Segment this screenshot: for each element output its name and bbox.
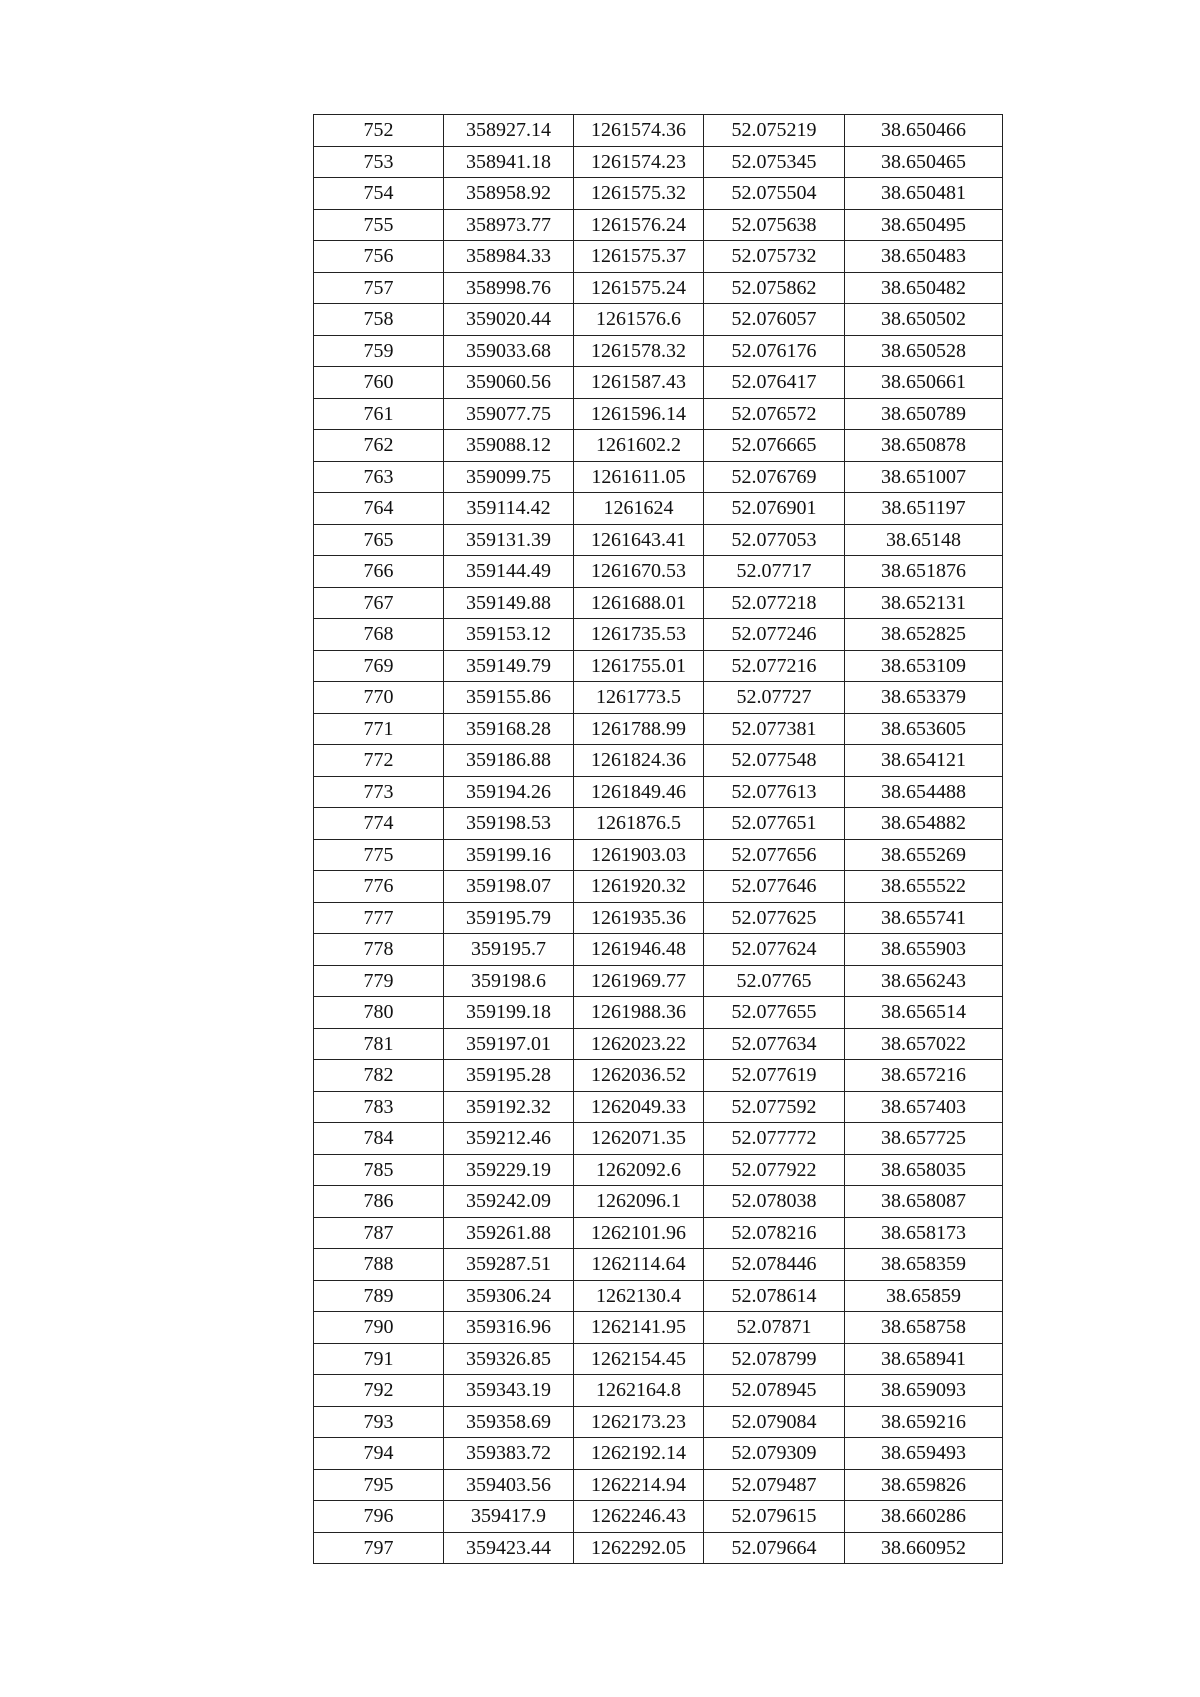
longitude-cell: 52.078945 (704, 1375, 845, 1407)
y-coordinate-cell: 1262114.64 (574, 1249, 704, 1281)
point-number-cell: 797 (314, 1532, 444, 1564)
x-coordinate-cell: 359198.6 (444, 965, 574, 997)
point-number-cell: 767 (314, 587, 444, 619)
latitude-cell: 38.650482 (845, 272, 1003, 304)
latitude-cell: 38.657725 (845, 1123, 1003, 1155)
latitude-cell: 38.650495 (845, 209, 1003, 241)
longitude-cell: 52.077634 (704, 1028, 845, 1060)
latitude-cell: 38.654488 (845, 776, 1003, 808)
y-coordinate-cell: 1262292.05 (574, 1532, 704, 1564)
longitude-cell: 52.077646 (704, 871, 845, 903)
table-row (314, 556, 1003, 588)
latitude-cell: 38.650481 (845, 178, 1003, 210)
point-number-cell: 754 (314, 178, 444, 210)
point-number-cell: 764 (314, 493, 444, 525)
longitude-cell: 52.075345 (704, 146, 845, 178)
latitude-cell: 38.650502 (845, 304, 1003, 336)
longitude-cell: 52.077655 (704, 997, 845, 1029)
latitude-cell: 38.65148 (845, 524, 1003, 556)
x-coordinate-cell: 359149.79 (444, 650, 574, 682)
point-number-cell: 765 (314, 524, 444, 556)
longitude-cell: 52.07717 (704, 556, 845, 588)
x-coordinate-cell: 359343.19 (444, 1375, 574, 1407)
x-coordinate-cell: 359423.44 (444, 1532, 574, 1564)
longitude-cell: 52.079664 (704, 1532, 845, 1564)
x-coordinate-cell: 359020.44 (444, 304, 574, 336)
longitude-cell: 52.078799 (704, 1343, 845, 1375)
point-number-cell: 796 (314, 1501, 444, 1533)
y-coordinate-cell: 1262096.1 (574, 1186, 704, 1218)
latitude-cell: 38.651007 (845, 461, 1003, 493)
y-coordinate-cell: 1261935.36 (574, 902, 704, 934)
point-number-cell: 753 (314, 146, 444, 178)
point-number-cell: 759 (314, 335, 444, 367)
table-row (314, 1375, 1003, 1407)
table-row (314, 1501, 1003, 1533)
longitude-cell: 52.076769 (704, 461, 845, 493)
x-coordinate-cell: 359197.01 (444, 1028, 574, 1060)
longitude-cell: 52.07871 (704, 1312, 845, 1344)
point-number-cell: 778 (314, 934, 444, 966)
longitude-cell: 52.075504 (704, 178, 845, 210)
x-coordinate-cell: 358984.33 (444, 241, 574, 273)
x-coordinate-cell: 359153.12 (444, 619, 574, 651)
x-coordinate-cell: 359403.56 (444, 1469, 574, 1501)
point-number-cell: 786 (314, 1186, 444, 1218)
x-coordinate-cell: 358941.18 (444, 146, 574, 178)
table-row (314, 1469, 1003, 1501)
x-coordinate-cell: 359088.12 (444, 430, 574, 462)
point-number-cell: 776 (314, 871, 444, 903)
y-coordinate-cell: 1261576.6 (574, 304, 704, 336)
point-number-cell: 787 (314, 1217, 444, 1249)
y-coordinate-cell: 1261575.24 (574, 272, 704, 304)
y-coordinate-cell: 1261946.48 (574, 934, 704, 966)
y-coordinate-cell: 1261688.01 (574, 587, 704, 619)
latitude-cell: 38.650661 (845, 367, 1003, 399)
longitude-cell: 52.077053 (704, 524, 845, 556)
table-row (314, 1249, 1003, 1281)
y-coordinate-cell: 1262141.95 (574, 1312, 704, 1344)
latitude-cell: 38.653605 (845, 713, 1003, 745)
latitude-cell: 38.658359 (845, 1249, 1003, 1281)
x-coordinate-cell: 359326.85 (444, 1343, 574, 1375)
latitude-cell: 38.652825 (845, 619, 1003, 651)
table-row (314, 1217, 1003, 1249)
y-coordinate-cell: 1262164.8 (574, 1375, 704, 1407)
latitude-cell: 38.655741 (845, 902, 1003, 934)
x-coordinate-cell: 359261.88 (444, 1217, 574, 1249)
table-row (314, 398, 1003, 430)
y-coordinate-cell: 1261624 (574, 493, 704, 525)
longitude-cell: 52.076665 (704, 430, 845, 462)
x-coordinate-cell: 359144.49 (444, 556, 574, 588)
table-row (314, 1060, 1003, 1092)
point-number-cell: 785 (314, 1154, 444, 1186)
latitude-cell: 38.660952 (845, 1532, 1003, 1564)
longitude-cell: 52.078446 (704, 1249, 845, 1281)
latitude-cell: 38.650466 (845, 115, 1003, 147)
y-coordinate-cell: 1262071.35 (574, 1123, 704, 1155)
longitude-cell: 52.077613 (704, 776, 845, 808)
table-row (314, 1154, 1003, 1186)
latitude-cell: 38.658087 (845, 1186, 1003, 1218)
latitude-cell: 38.657403 (845, 1091, 1003, 1123)
x-coordinate-cell: 359199.16 (444, 839, 574, 871)
table-row (314, 713, 1003, 745)
x-coordinate-cell: 359287.51 (444, 1249, 574, 1281)
y-coordinate-cell: 1262246.43 (574, 1501, 704, 1533)
x-coordinate-cell: 359168.28 (444, 713, 574, 745)
latitude-cell: 38.650878 (845, 430, 1003, 462)
y-coordinate-cell: 1261920.32 (574, 871, 704, 903)
latitude-cell: 38.650483 (845, 241, 1003, 273)
table-row (314, 335, 1003, 367)
point-number-cell: 760 (314, 367, 444, 399)
table-row (314, 1028, 1003, 1060)
x-coordinate-cell: 359383.72 (444, 1438, 574, 1470)
y-coordinate-cell: 1262192.14 (574, 1438, 704, 1470)
longitude-cell: 52.079487 (704, 1469, 845, 1501)
table-row (314, 650, 1003, 682)
latitude-cell: 38.652131 (845, 587, 1003, 619)
x-coordinate-cell: 359417.9 (444, 1501, 574, 1533)
table-row (314, 115, 1003, 147)
y-coordinate-cell: 1261643.41 (574, 524, 704, 556)
point-number-cell: 777 (314, 902, 444, 934)
longitude-cell: 52.077619 (704, 1060, 845, 1092)
longitude-cell: 52.078614 (704, 1280, 845, 1312)
x-coordinate-cell: 359242.09 (444, 1186, 574, 1218)
latitude-cell: 38.657022 (845, 1028, 1003, 1060)
y-coordinate-cell: 1261876.5 (574, 808, 704, 840)
y-coordinate-cell: 1261575.37 (574, 241, 704, 273)
table-row (314, 808, 1003, 840)
x-coordinate-cell: 359060.56 (444, 367, 574, 399)
x-coordinate-cell: 359199.18 (444, 997, 574, 1029)
x-coordinate-cell: 358973.77 (444, 209, 574, 241)
longitude-cell: 52.076176 (704, 335, 845, 367)
point-number-cell: 794 (314, 1438, 444, 1470)
y-coordinate-cell: 1262154.45 (574, 1343, 704, 1375)
y-coordinate-cell: 1261988.36 (574, 997, 704, 1029)
point-number-cell: 758 (314, 304, 444, 336)
latitude-cell: 38.659493 (845, 1438, 1003, 1470)
x-coordinate-cell: 358958.92 (444, 178, 574, 210)
table-row (314, 1091, 1003, 1123)
latitude-cell: 38.650789 (845, 398, 1003, 430)
y-coordinate-cell: 1261735.53 (574, 619, 704, 651)
longitude-cell: 52.077246 (704, 619, 845, 651)
point-number-cell: 769 (314, 650, 444, 682)
x-coordinate-cell: 359194.26 (444, 776, 574, 808)
table-row (314, 997, 1003, 1029)
longitude-cell: 52.075219 (704, 115, 845, 147)
x-coordinate-cell: 358998.76 (444, 272, 574, 304)
point-number-cell: 780 (314, 997, 444, 1029)
y-coordinate-cell: 1261576.24 (574, 209, 704, 241)
table-row (314, 1438, 1003, 1470)
latitude-cell: 38.655269 (845, 839, 1003, 871)
latitude-cell: 38.650528 (845, 335, 1003, 367)
point-number-cell: 779 (314, 965, 444, 997)
longitude-cell: 52.075638 (704, 209, 845, 241)
x-coordinate-cell: 359316.96 (444, 1312, 574, 1344)
x-coordinate-cell: 359149.88 (444, 587, 574, 619)
latitude-cell: 38.650465 (845, 146, 1003, 178)
y-coordinate-cell: 1261587.43 (574, 367, 704, 399)
y-coordinate-cell: 1261578.32 (574, 335, 704, 367)
longitude-cell: 52.077218 (704, 587, 845, 619)
x-coordinate-cell: 359077.75 (444, 398, 574, 430)
longitude-cell: 52.077548 (704, 745, 845, 777)
longitude-cell: 52.078216 (704, 1217, 845, 1249)
longitude-cell: 52.076057 (704, 304, 845, 336)
x-coordinate-cell: 359192.32 (444, 1091, 574, 1123)
longitude-cell: 52.077656 (704, 839, 845, 871)
point-number-cell: 756 (314, 241, 444, 273)
longitude-cell: 52.077922 (704, 1154, 845, 1186)
latitude-cell: 38.65859 (845, 1280, 1003, 1312)
point-number-cell: 770 (314, 682, 444, 714)
table-row (314, 1532, 1003, 1564)
table-row (314, 367, 1003, 399)
x-coordinate-cell: 359033.68 (444, 335, 574, 367)
point-number-cell: 772 (314, 745, 444, 777)
table-row (314, 178, 1003, 210)
x-coordinate-cell: 358927.14 (444, 115, 574, 147)
table-row (314, 839, 1003, 871)
x-coordinate-cell: 359186.88 (444, 745, 574, 777)
x-coordinate-cell: 359114.42 (444, 493, 574, 525)
point-number-cell: 763 (314, 461, 444, 493)
table-row (314, 934, 1003, 966)
table-row (314, 1280, 1003, 1312)
x-coordinate-cell: 359358.69 (444, 1406, 574, 1438)
y-coordinate-cell: 1262023.22 (574, 1028, 704, 1060)
y-coordinate-cell: 1261575.32 (574, 178, 704, 210)
point-number-cell: 771 (314, 713, 444, 745)
y-coordinate-cell: 1261773.5 (574, 682, 704, 714)
longitude-cell: 52.077381 (704, 713, 845, 745)
table-row (314, 902, 1003, 934)
x-coordinate-cell: 359229.19 (444, 1154, 574, 1186)
y-coordinate-cell: 1261788.99 (574, 713, 704, 745)
table-row (314, 272, 1003, 304)
x-coordinate-cell: 359212.46 (444, 1123, 574, 1155)
y-coordinate-cell: 1261574.23 (574, 146, 704, 178)
table-row (314, 1406, 1003, 1438)
longitude-cell: 52.076572 (704, 398, 845, 430)
latitude-cell: 38.658173 (845, 1217, 1003, 1249)
latitude-cell: 38.660286 (845, 1501, 1003, 1533)
point-number-cell: 790 (314, 1312, 444, 1344)
y-coordinate-cell: 1261574.36 (574, 115, 704, 147)
x-coordinate-cell: 359195.28 (444, 1060, 574, 1092)
latitude-cell: 38.654882 (845, 808, 1003, 840)
table-row (314, 461, 1003, 493)
table-row (314, 1123, 1003, 1155)
table-row (314, 619, 1003, 651)
x-coordinate-cell: 359306.24 (444, 1280, 574, 1312)
y-coordinate-cell: 1262049.33 (574, 1091, 704, 1123)
x-coordinate-cell: 359195.79 (444, 902, 574, 934)
latitude-cell: 38.659216 (845, 1406, 1003, 1438)
point-number-cell: 774 (314, 808, 444, 840)
table-row (314, 524, 1003, 556)
latitude-cell: 38.658758 (845, 1312, 1003, 1344)
table-row (314, 430, 1003, 462)
table-row (314, 871, 1003, 903)
point-number-cell: 761 (314, 398, 444, 430)
point-number-cell: 775 (314, 839, 444, 871)
table-row (314, 241, 1003, 273)
table-row (314, 1186, 1003, 1218)
y-coordinate-cell: 1261969.77 (574, 965, 704, 997)
x-coordinate-cell: 359198.53 (444, 808, 574, 840)
coordinate-table (313, 114, 1003, 1564)
longitude-cell: 52.076417 (704, 367, 845, 399)
point-number-cell: 782 (314, 1060, 444, 1092)
latitude-cell: 38.653379 (845, 682, 1003, 714)
point-number-cell: 788 (314, 1249, 444, 1281)
y-coordinate-cell: 1262214.94 (574, 1469, 704, 1501)
table-row (314, 1312, 1003, 1344)
point-number-cell: 766 (314, 556, 444, 588)
y-coordinate-cell: 1261903.03 (574, 839, 704, 871)
table-row (314, 209, 1003, 241)
longitude-cell: 52.077624 (704, 934, 845, 966)
y-coordinate-cell: 1261611.05 (574, 461, 704, 493)
point-number-cell: 793 (314, 1406, 444, 1438)
latitude-cell: 38.659826 (845, 1469, 1003, 1501)
x-coordinate-cell: 359131.39 (444, 524, 574, 556)
x-coordinate-cell: 359155.86 (444, 682, 574, 714)
y-coordinate-cell: 1262092.6 (574, 1154, 704, 1186)
latitude-cell: 38.657216 (845, 1060, 1003, 1092)
point-number-cell: 784 (314, 1123, 444, 1155)
y-coordinate-cell: 1261755.01 (574, 650, 704, 682)
table-row (314, 493, 1003, 525)
latitude-cell: 38.655522 (845, 871, 1003, 903)
y-coordinate-cell: 1262101.96 (574, 1217, 704, 1249)
table-row (314, 304, 1003, 336)
longitude-cell: 52.07765 (704, 965, 845, 997)
latitude-cell: 38.653109 (845, 650, 1003, 682)
longitude-cell: 52.075862 (704, 272, 845, 304)
x-coordinate-cell: 359195.7 (444, 934, 574, 966)
longitude-cell: 52.07727 (704, 682, 845, 714)
longitude-cell: 52.077651 (704, 808, 845, 840)
point-number-cell: 795 (314, 1469, 444, 1501)
table-row (314, 776, 1003, 808)
table-body (314, 115, 1003, 1564)
table-row (314, 965, 1003, 997)
longitude-cell: 52.077592 (704, 1091, 845, 1123)
latitude-cell: 38.651876 (845, 556, 1003, 588)
point-number-cell: 752 (314, 115, 444, 147)
longitude-cell: 52.077216 (704, 650, 845, 682)
point-number-cell: 789 (314, 1280, 444, 1312)
point-number-cell: 773 (314, 776, 444, 808)
y-coordinate-cell: 1261596.14 (574, 398, 704, 430)
y-coordinate-cell: 1261824.36 (574, 745, 704, 777)
longitude-cell: 52.077625 (704, 902, 845, 934)
y-coordinate-cell: 1261602.2 (574, 430, 704, 462)
latitude-cell: 38.654121 (845, 745, 1003, 777)
latitude-cell: 38.656243 (845, 965, 1003, 997)
y-coordinate-cell: 1261670.53 (574, 556, 704, 588)
longitude-cell: 52.078038 (704, 1186, 845, 1218)
point-number-cell: 792 (314, 1375, 444, 1407)
latitude-cell: 38.659093 (845, 1375, 1003, 1407)
longitude-cell: 52.077772 (704, 1123, 845, 1155)
table-row (314, 682, 1003, 714)
point-number-cell: 762 (314, 430, 444, 462)
longitude-cell: 52.079084 (704, 1406, 845, 1438)
latitude-cell: 38.655903 (845, 934, 1003, 966)
y-coordinate-cell: 1262130.4 (574, 1280, 704, 1312)
table-row (314, 146, 1003, 178)
point-number-cell: 755 (314, 209, 444, 241)
longitude-cell: 52.079309 (704, 1438, 845, 1470)
y-coordinate-cell: 1262036.52 (574, 1060, 704, 1092)
point-number-cell: 757 (314, 272, 444, 304)
y-coordinate-cell: 1262173.23 (574, 1406, 704, 1438)
y-coordinate-cell: 1261849.46 (574, 776, 704, 808)
latitude-cell: 38.658035 (845, 1154, 1003, 1186)
point-number-cell: 781 (314, 1028, 444, 1060)
x-coordinate-cell: 359099.75 (444, 461, 574, 493)
table-row (314, 1343, 1003, 1375)
point-number-cell: 783 (314, 1091, 444, 1123)
table-row (314, 587, 1003, 619)
point-number-cell: 768 (314, 619, 444, 651)
longitude-cell: 52.079615 (704, 1501, 845, 1533)
latitude-cell: 38.651197 (845, 493, 1003, 525)
latitude-cell: 38.656514 (845, 997, 1003, 1029)
longitude-cell: 52.075732 (704, 241, 845, 273)
table-row (314, 745, 1003, 777)
longitude-cell: 52.076901 (704, 493, 845, 525)
point-number-cell: 791 (314, 1343, 444, 1375)
latitude-cell: 38.658941 (845, 1343, 1003, 1375)
x-coordinate-cell: 359198.07 (444, 871, 574, 903)
